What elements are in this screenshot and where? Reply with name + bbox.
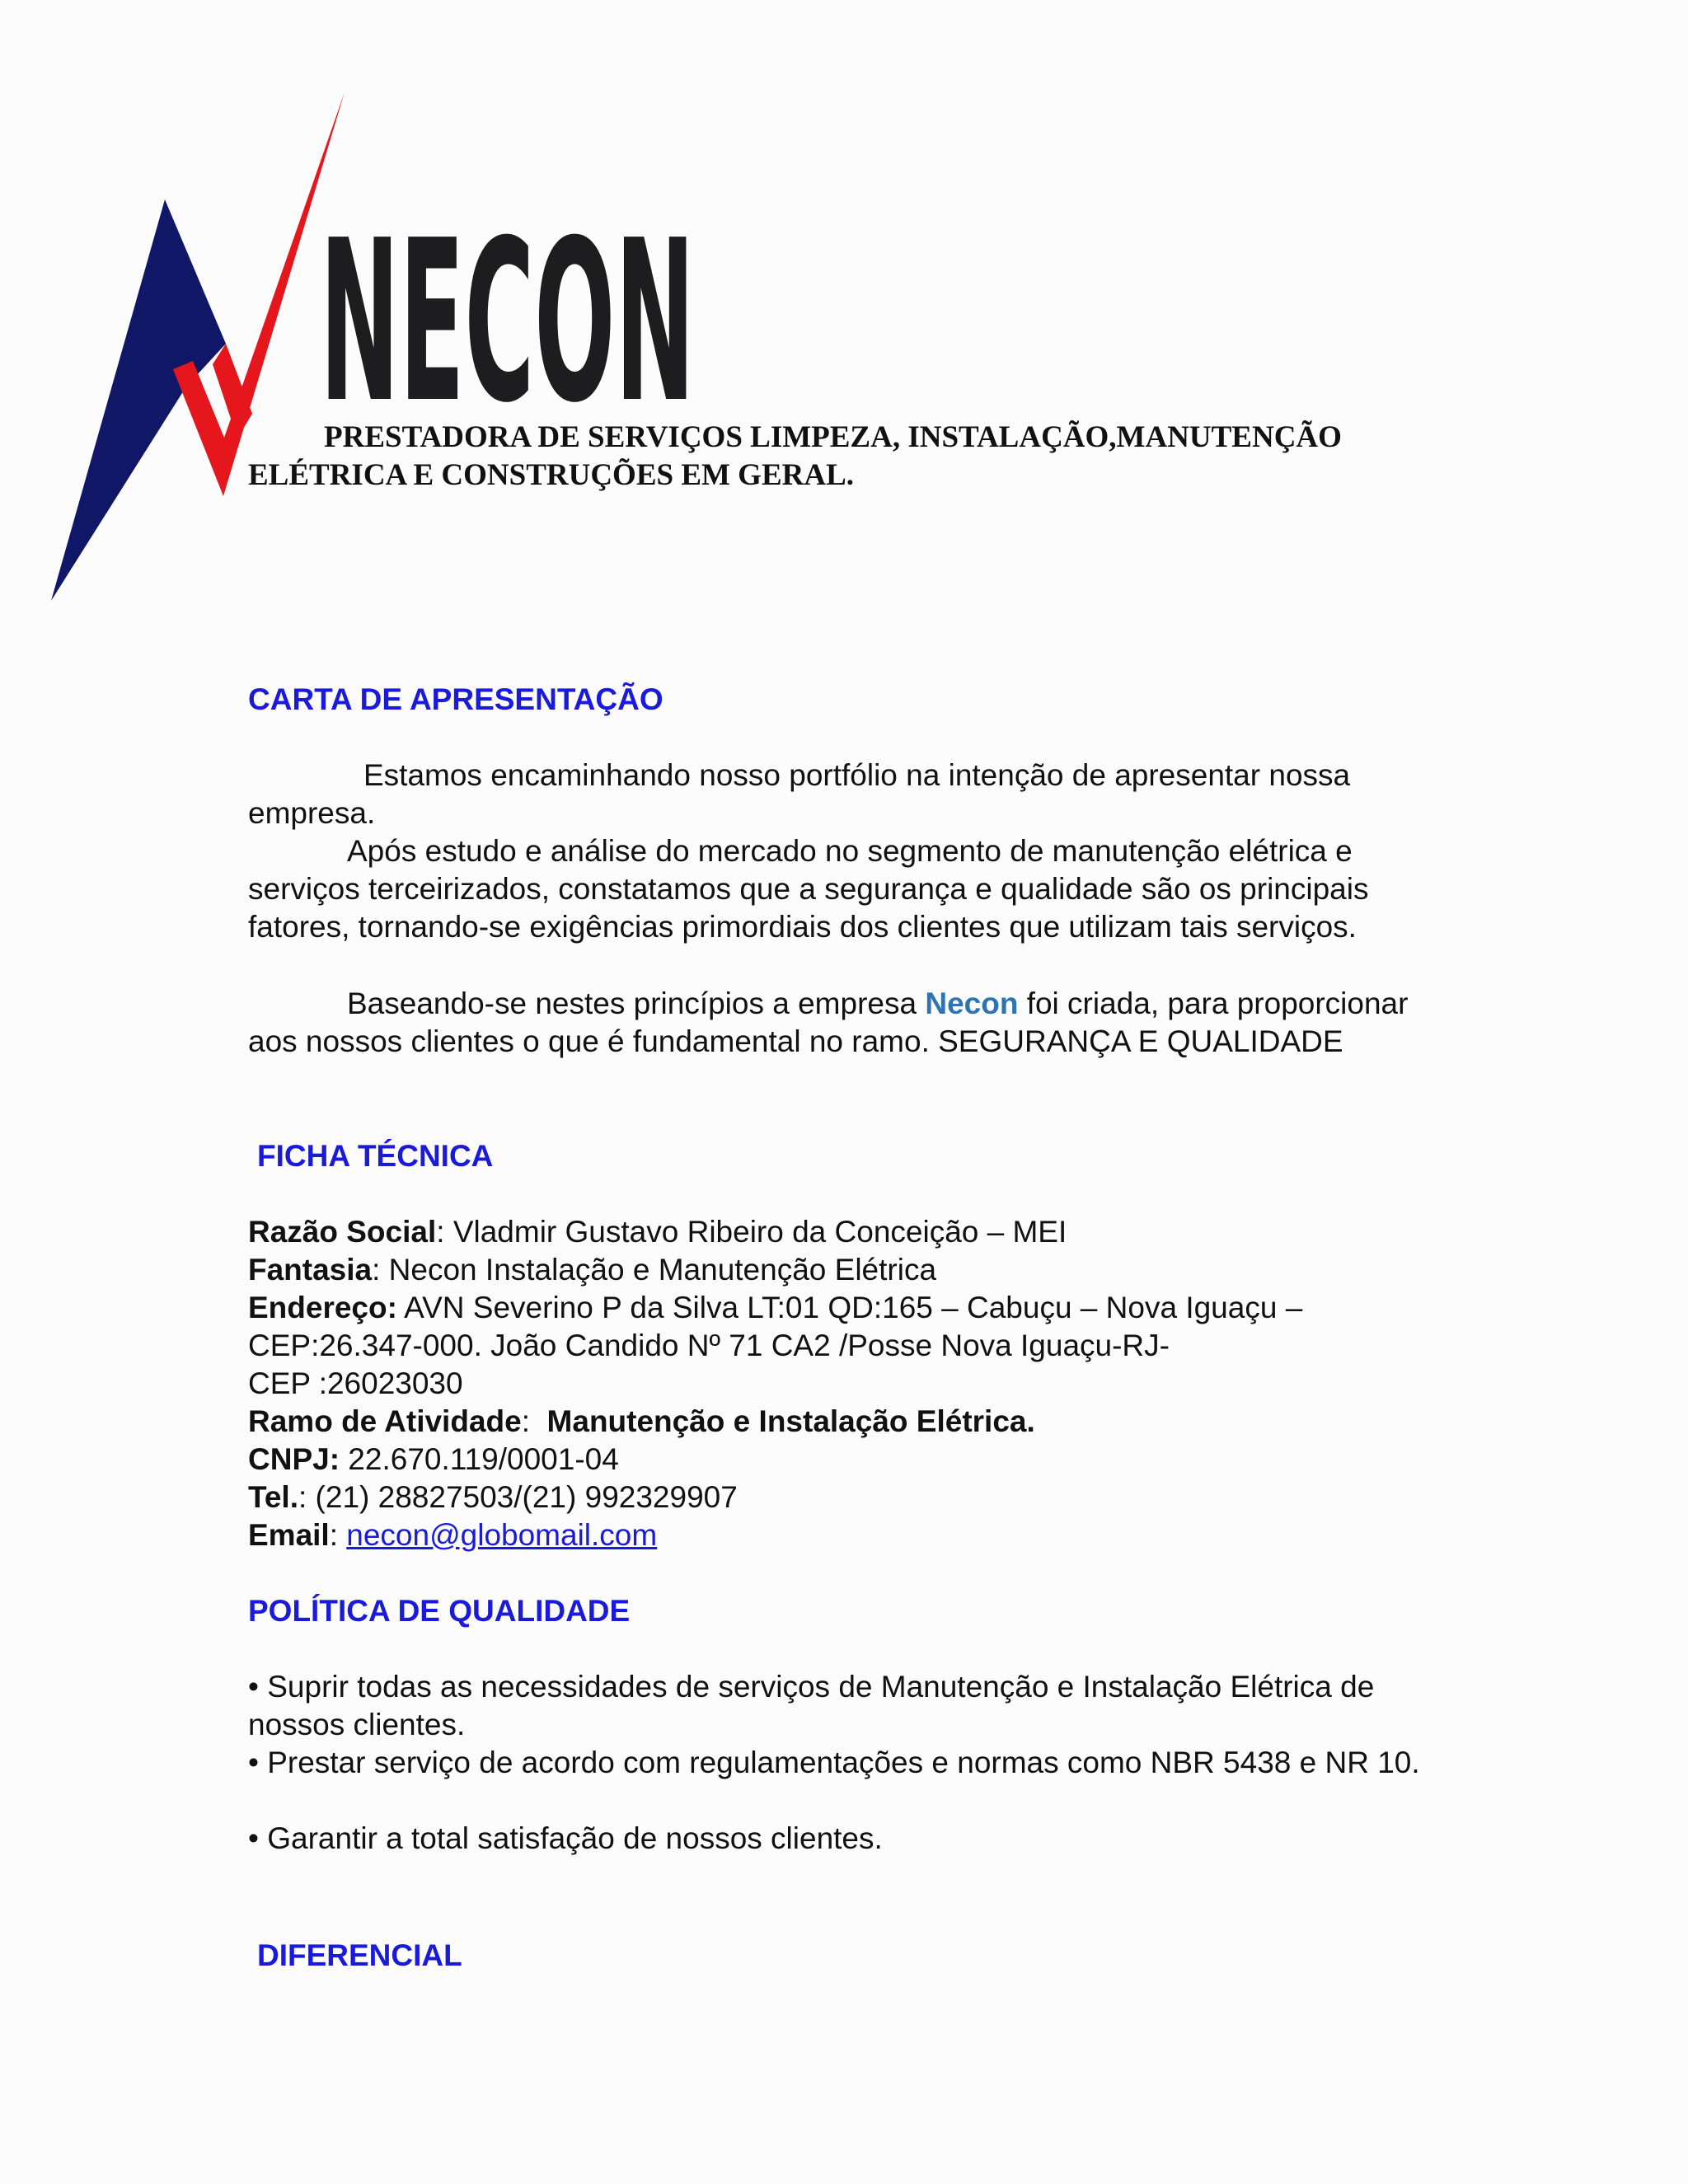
politica-item: • Suprir todas as necessidades de serviços de Manutenção e Instalação Elétrica de nossos clientes. (248, 1670, 1375, 1741)
ficha-heading: FICHA TÉCNICA (257, 1139, 494, 1173)
fantasia-row: Fantasia: Necon Instalação e Manutenção Elétrica (248, 1253, 937, 1286)
company-tagline (248, 419, 1468, 494)
endereco-row: Endereço: AVN Severino P da Silva LT:01 QD:165 – Cabuçu – Nova Iguaçu – (248, 1291, 1303, 1324)
endereco-row-3: CEP :26023030 (248, 1366, 463, 1400)
politica-heading: POLÍTICA DE QUALIDADE (248, 1594, 631, 1628)
politica-item: • Prestar serviço de acordo com regulamentações e normas como NBR 5438 e NR 10. (248, 1746, 1420, 1779)
carta-paragraph-3: Baseando-se nestes princípios a empresa Necon foi criada, para proporcionar aos nossos clientes o que é fundamental no ramo. SEGURANÇA E QUALIDADE (248, 987, 1409, 1058)
tagline-line-2: ELÉTRICA E CONSTRUÇÕES EM GERAL. (248, 458, 855, 492)
carta-paragraph-2: Após estudo e análise do mercado no segmento de manutenção elétrica e serviços terceirizados, constatamos que a segurança e qualidade são os principais fatores, tornando-se exigências primordiais dos clientes que utilizam tais serviços. (248, 834, 1369, 944)
brand-name: Necon (925, 987, 1019, 1020)
tagline-line-1: PRESTADORA DE SERVIÇOS LIMPEZA, INSTALAÇÃO,MANUTENÇÃO (324, 420, 1342, 454)
necon-logo (48, 92, 707, 603)
endereco-row-2: CEP:26.347-000. João Candido Nº 71 CA2 /Posse Nova Iguaçu-RJ- (248, 1329, 1170, 1362)
email-row: Email: necon@globomail.com (248, 1518, 658, 1552)
diferencial-heading: DIFERENCIAL (257, 1938, 462, 1972)
ramo-atividade-row: Ramo de Atividade: Manutenção e Instalação Elétrica. (248, 1404, 1035, 1438)
telefone-row: Tel.: (21) 28827503/(21) 992329907 (248, 1480, 738, 1514)
razao-social-row: Razão Social: Vladmir Gustavo Ribeiro da Conceição – MEI (248, 1215, 1067, 1249)
email-link[interactable]: necon@globomail.com (346, 1518, 658, 1552)
logo-wordmark: NECON (320, 192, 695, 452)
carta-heading: CARTA DE APRESENTAÇÃO (248, 682, 663, 716)
carta-paragraph-1: Estamos encaminhando nosso portfólio na intenção de apresentar nossa empresa. (248, 758, 1351, 830)
cnpj-row: CNPJ: 22.670.119/0001-04 (248, 1442, 619, 1476)
politica-item: • Garantir a total satisfação de nossos clientes. (248, 1821, 883, 1855)
